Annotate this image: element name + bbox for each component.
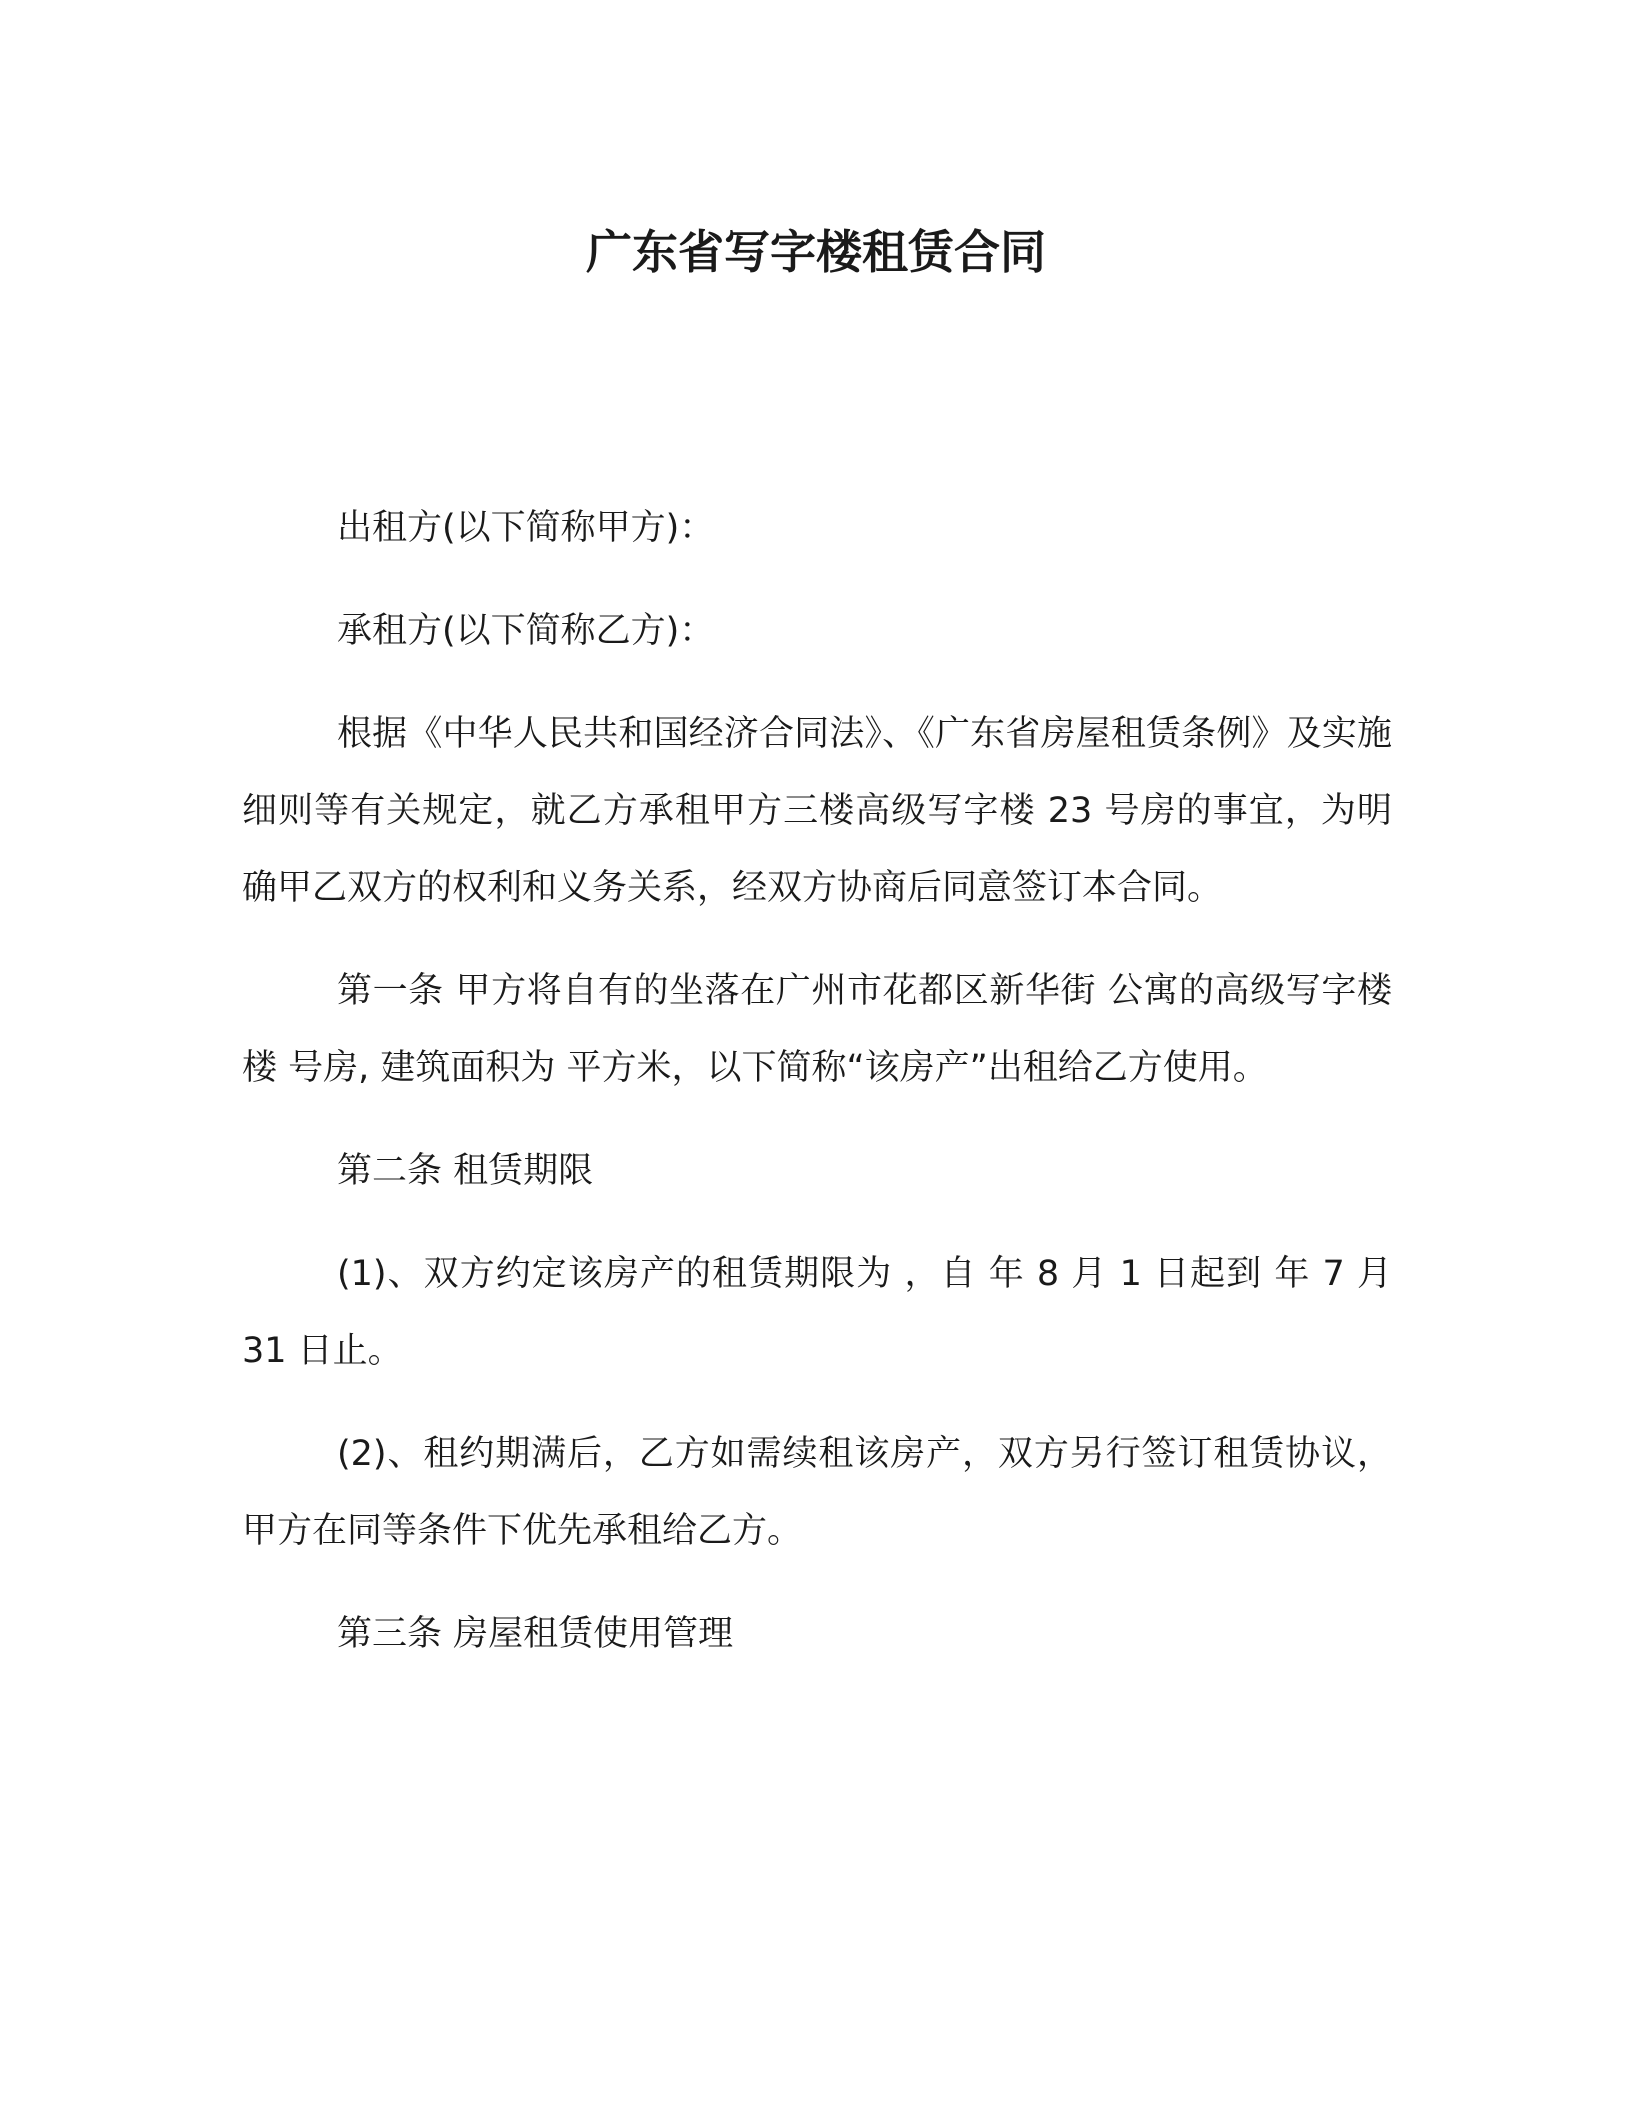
paragraph-lessee: 承租方(以下简称乙方)：	[337, 611, 715, 651]
paragraph-article-2-item-1: (1)、双方约定该房产的租赁期限为 ，自 年 8 月 1 日起到 年 7 月 31 日止。	[242, 1254, 1392, 1371]
paragraph-article-2-item-2: (2)、租约期满后，乙方如需续租该房产，双方另行签订租赁协议，甲方在同等条件下优先承租给乙方。	[242, 1434, 1392, 1551]
paragraph-preamble: 根据《中华人民共和国经济合同法》、《广东省房屋租赁条例》及实施细则等有关规定，就乙方承租甲方三楼高级写字楼 23 号房的事宜，为明确甲乙双方的权利和义务关系，经双方协商后同意签订本合同。	[242, 714, 1392, 908]
document-title: 广东省写字楼租赁合同	[586, 225, 1046, 279]
paragraph-article-1: 第一条 甲方将自有的坐落在广州市花都区新华街 公寓的高级写字楼 楼 号房, 建筑面积为 平方米，以下简称“该房产”出租给乙方使用。	[242, 971, 1392, 1088]
document-body	[242, 490, 1392, 1699]
heading-article-3: 第三条 房屋租赁使用管理	[337, 1614, 734, 1654]
paragraph-lessor: 出租方(以下简称甲方)：	[337, 508, 715, 548]
heading-article-2: 第二条 租赁期限	[337, 1151, 594, 1191]
